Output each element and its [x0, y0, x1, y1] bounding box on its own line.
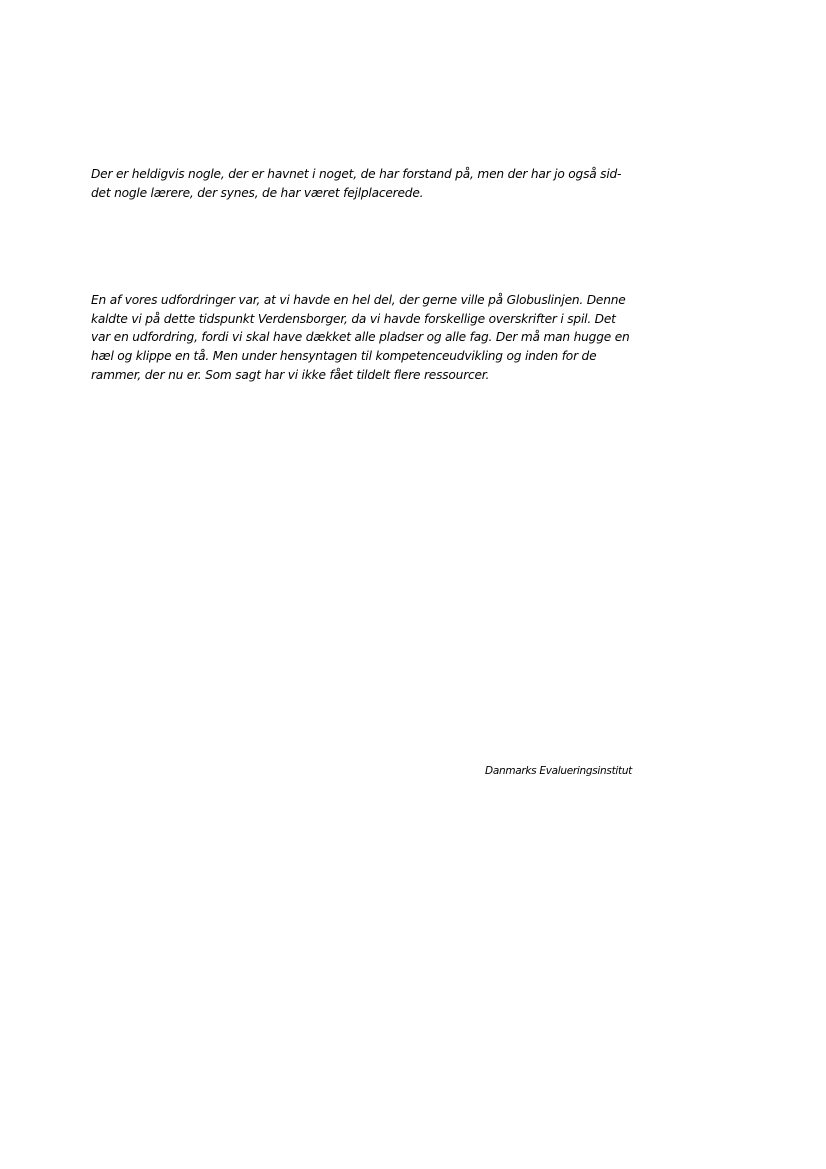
- quote-block-2: [91, 291, 636, 385]
- quote-1-line-2: det nogle lærere, der synes, de har været fejlplacerede.: [91, 185, 424, 200]
- quote-2-line-1: En af vores udfordringer var, at vi havde en hel del, der gerne ville på Globuslinjen. Denne: [91, 293, 626, 307]
- footer-publisher: Danmarks Evalueringsinstitut: [485, 765, 632, 777]
- quote-2-line-5: rammer, der nu er. Som sagt har vi ikke fået tildelt flere ressourcer.: [91, 367, 490, 382]
- quote-2-line-2: kaldte vi på dette tidspunkt Verdensborger, da vi havde forskellige overskrifter i spil. Det: [91, 311, 616, 326]
- quote-block-1: [91, 165, 636, 202]
- quote-2-line-4: hæl og klippe en tå. Men under hensyntagen til kompetenceudvikling og inden for de: [91, 349, 597, 364]
- quote-1-line-1: Der er heldigvis nogle, der er havnet i noget, de har forstand på, men der har jo også sid-: [91, 167, 622, 181]
- quote-2-line-3: var en udfordring, fordi vi skal have dækket alle pladser og alle fag. Der må man hugge en: [91, 330, 630, 345]
